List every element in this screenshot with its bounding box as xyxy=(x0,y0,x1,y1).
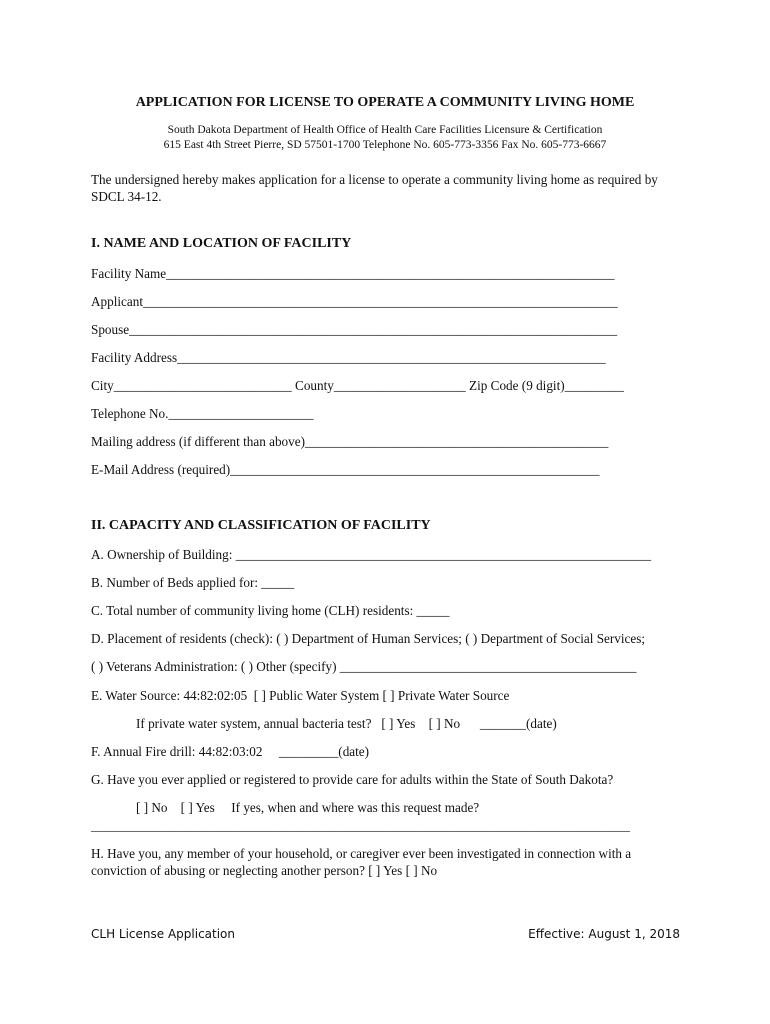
prior-application-answer-line[interactable]: _______________________________________________________________________________________ xyxy=(91,819,630,833)
email-field[interactable]: E-Mail Address (required)________________________________________________________ xyxy=(91,462,600,477)
prior-application-checkboxes[interactable]: [ ] No [ ] Yes If yes, when and where was this request made? xyxy=(136,800,480,815)
city-county-zip-field[interactable]: City___________________________ County____________________ Zip Code (9 digit)_________ xyxy=(91,378,624,393)
residents-field[interactable]: C. Total number of community living home (CLH) residents: _____ xyxy=(91,603,450,618)
facility-address-field[interactable]: Facility Address_________________________________________________________________ xyxy=(91,350,606,365)
agency-address-line: 615 East 4th Street Pierre, SD 57501-1700 Telephone No. 605-773-3356 Fax No. 605-773-6667 xyxy=(163,139,607,151)
intro-paragraph: The undersigned hereby makes application for a license to operate a community living home as required by SDCL 34-12. xyxy=(91,172,658,204)
document-title: APPLICATION FOR LICENSE TO OPERATE A COMMUNITY LIVING HOME xyxy=(135,95,635,110)
applicant-field[interactable]: Applicant________________________________________________________________________ xyxy=(91,294,618,309)
footer-left: CLH License Application xyxy=(91,927,236,941)
prior-application-question: G. Have you ever applied or registered to provide care for adults within the State of South Dakota? xyxy=(91,772,614,787)
fire-drill-field[interactable]: F. Annual Fire drill: 44:82:03:02 _________(date) xyxy=(91,744,370,759)
mailing-address-field[interactable]: Mailing address (if different than above)______________________________________________ xyxy=(91,434,609,449)
facility-name-field[interactable]: Facility Name____________________________________________________________________ xyxy=(91,266,615,281)
agency-line: South Dakota Department of Health Office of Health Care Facilities Licensure & Certification xyxy=(167,124,603,136)
placement-line-1[interactable]: D. Placement of residents (check): ( ) Department of Human Services; ( ) Department of Social Services; xyxy=(91,631,646,646)
telephone-field[interactable]: Telephone No.______________________ xyxy=(91,406,314,421)
footer-right: Effective: August 1, 2018 xyxy=(528,927,680,941)
beds-field[interactable]: B. Number of Beds applied for: _____ xyxy=(91,575,295,590)
placement-line-2[interactable]: ( ) Veterans Administration: ( ) Other (specify) _____________________________________________ xyxy=(91,659,637,674)
abuse-investigation-question[interactable]: H. Have you, any member of your household, or caregiver ever been investigated in connection with a conviction of abusing or neglecting another person? [ ] Yes [ ] No xyxy=(91,846,632,878)
section-2-heading: II. CAPACITY AND CLASSIFICATION OF FACILITY xyxy=(91,518,431,533)
water-source-field[interactable]: E. Water Source: 44:82:02:05 [ ] Public Water System [ ] Private Water Source xyxy=(91,688,510,703)
spouse-field[interactable]: Spouse__________________________________________________________________________ xyxy=(91,322,618,337)
section-1-heading: I. NAME AND LOCATION OF FACILITY xyxy=(91,236,352,251)
ownership-field[interactable]: A. Ownership of Building: _______________________________________________________________ xyxy=(91,547,652,562)
bacteria-test-field[interactable]: If private water system, annual bacteria test? [ ] Yes [ ] No _______(date) xyxy=(136,716,557,731)
